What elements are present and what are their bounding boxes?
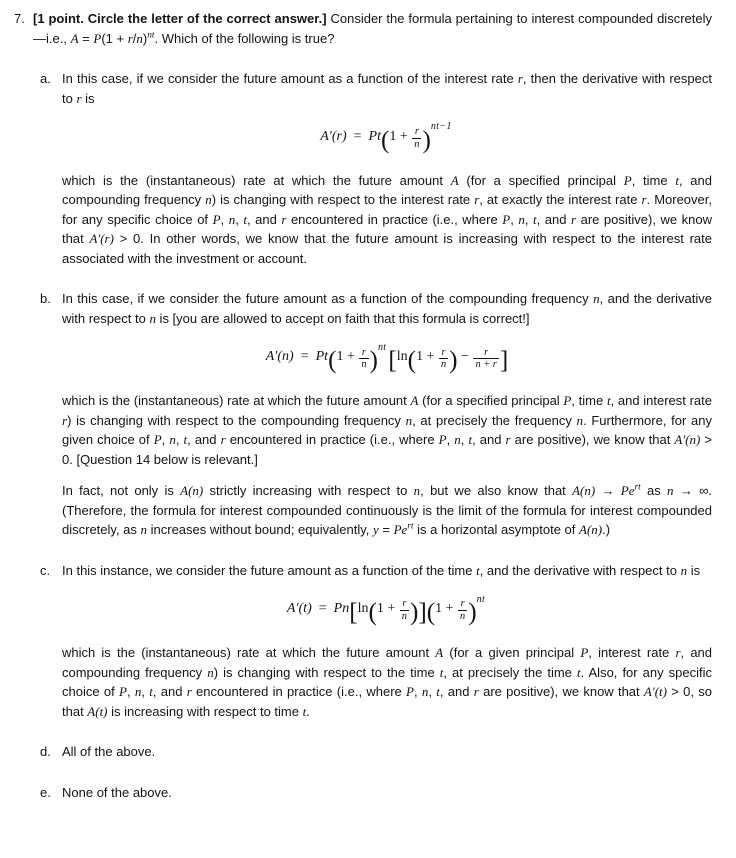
math-var: A′(t) [643,684,667,700]
option-a [40,69,712,268]
math-delimiter: ) [449,347,458,375]
fraction-numerator: r [402,598,407,610]
option-paragraph: In this case, if we consider the future amount as a function of the interest rate r, then the derivative with respect to r is [62,71,712,106]
option-content [62,783,712,803]
math-var: A′(r) [89,231,114,247]
math-fraction [458,598,467,623]
math-var: t [439,664,444,680]
math-var: n [421,684,429,700]
math-var: r [220,432,226,448]
math-fraction [439,347,448,372]
points-instruction: [1 point. Circle the letter of the correct answer.] [33,11,327,26]
math-token: A′(t) [286,601,312,617]
math-var: P [563,393,572,409]
math-token: 1 + [336,349,359,365]
math-delimiter: ( [380,127,390,155]
option-d [40,742,712,762]
math-var: A [410,393,419,409]
math-var: P [502,211,511,227]
math-var: rt [634,482,641,493]
math-token: = [293,349,316,365]
question-number: 7. [14,11,25,26]
math-fraction [400,598,409,623]
math-var: P [212,211,221,227]
math-var: t [533,211,537,227]
math-fraction [412,126,421,151]
option-paragraph: In this instance, we consider the future amount as a function of the time t, and the derivative with respect to n is [62,562,701,578]
fraction-numerator: r [460,598,465,610]
math-var: n [667,483,674,499]
option-paragraph: In fact, not only is A(n) strictly increasing with respect to n, but we also know that $A(n) \to Pe^{rt}$ as n → ∞. (Therefore, the formula for interest compounded continuously is the limit of the formula for interest compounded discretely, as n increases without bound; equivalently, $y = Pe^{rt}$ is a horizontal asymptote of A(n).) [62,482,712,538]
math-var: r [641,192,647,208]
math-var: r [517,71,523,86]
math-var: t [183,432,188,448]
math-token: A′(n) [265,349,294,365]
math-fraction [359,347,368,372]
option-paragraph: In this case, if we consider the future amount as a function of the compounding frequency n, and the derivative with respect to n is [you are allowed to accept on faith that this formula is correct!] [62,291,712,326]
math-var: n [149,310,156,326]
math-token: Pt [315,349,329,365]
option-letter: a. [40,71,51,86]
math-var: t [576,664,581,680]
math-var: y [372,522,379,538]
option-paragraph: None of the above. [62,784,172,800]
math-token: Pt [368,129,381,144]
option-b [40,289,712,539]
math-var: A(n) [579,522,603,538]
math-token: 1 + [376,601,399,617]
fraction-numerator: r [361,346,366,358]
option-paragraph: All of the above. [62,744,156,760]
math-var: P [118,684,127,700]
fraction-denominator: n [440,359,447,371]
display-formula [62,121,712,155]
math-var: P [623,172,632,188]
math-var: t [243,211,247,227]
fraction-numerator: r [441,346,446,358]
math-var: A(n) [180,483,204,499]
math-var: r [505,432,511,448]
options-list [14,69,712,802]
option-c [40,561,712,721]
math-var: A′(n) [674,432,701,448]
math-var: n [518,211,525,227]
math-var: t [468,432,473,448]
math-token: − [457,349,473,365]
fraction-denominator: n [460,611,466,623]
question-stem: Consider the formula pertaining to interest compounded discretely—i.e., $A = P(1 + r/n)^{nt}$. Which of the following is true? [33,11,712,46]
math-delimiter: [ [388,347,397,375]
math-var: Pe [620,483,635,499]
math-var: P [406,684,414,700]
math-var: n [207,664,214,680]
math-var: rt [407,521,414,532]
option-content [62,561,712,721]
math-fraction [473,347,498,372]
option-e [40,783,712,803]
math-var: n [136,30,143,46]
math-var: n [140,522,148,538]
math-var: r [62,412,68,428]
math-var: A [450,172,459,188]
math-var: n [680,562,688,578]
math-token: = [346,129,369,144]
option-paragraph: which is the (instantaneous) rate at which the future amount A (for a given principal P, interest rate r, and compounding frequency n) is changing with respect to the time t, at precisely the time t. Also, for any specific choice of P, n, t, and r encountered in practice (i.e., where P, n, t, and r are positive), we know that A′(t) > 0, so that A(t) is increasing with respect to time t. [62,645,713,719]
math-delimiter: ] [418,599,427,627]
option-content [62,742,712,762]
fraction-denominator: n [401,611,407,623]
display-formula [62,593,712,627]
math-var: P [438,432,447,448]
option-letter: b. [40,291,51,307]
math-superscript: nt−1 [430,121,452,133]
math-var: n [134,684,142,700]
math-var: Pe [393,522,408,538]
fraction-denominator: n + r [475,359,497,371]
math-token: ln [396,349,408,365]
math-var: n [454,432,461,448]
fraction-denominator: n [414,139,420,150]
option-paragraph: which is the (instantaneous) rate at which the future amount A (for a specified principal P, time t, and compounding frequency n) is changing with respect to the interest rate r, at exactly the interest rate r. Moreover, for any specific choice of P, n, t, and r encountered in practice (i.e., where P, n, t, and r are positive), we know that A′(r) > 0. In other words, we know that the future amount is increasing with respect to the interest rate associated with the investment or account. [62,172,713,266]
math-token: 1 + [435,601,458,617]
fraction-numerator: r [484,346,489,358]
math-var: n [593,291,600,307]
math-delimiter: ( [328,347,337,375]
fraction-numerator: r [414,126,419,138]
math-var: r [474,192,480,208]
display-formula [62,341,712,375]
math-var: t [149,684,153,700]
option-content [62,289,712,539]
math-delimiter: ) [369,347,378,375]
math-var: t [436,684,440,700]
option-letter: d. [40,744,51,760]
math-var: A [70,30,79,46]
math-delimiter: ) [468,599,477,627]
question-lead [14,9,712,48]
math-var: t [476,562,480,578]
math-delimiter: ) [422,127,431,155]
math-var: r [76,90,82,106]
math-var: P [153,432,162,448]
question-lead-text [33,9,712,48]
math-token: A′(r) [320,129,347,144]
math-delimiter: [ [349,599,358,627]
option-content [62,69,712,268]
math-delimiter: ( [407,347,417,375]
math-var: n [205,192,212,208]
math-var: r [186,684,192,700]
option-letter: e. [40,784,51,800]
math-delimiter: ) [409,599,419,627]
math-var: t [606,393,611,409]
math-var: n [576,412,584,428]
math-var: P [93,30,102,46]
math-token: ln [357,601,369,617]
math-var: P [580,645,589,661]
math-superscript: nt [476,593,486,605]
math-var: A(n) [572,483,596,499]
math-var: t [302,703,307,719]
math-delimiter: ( [368,599,377,627]
math-var: nt [147,30,155,41]
fraction-denominator: n [361,359,367,371]
math-token: 1 + [389,129,412,144]
math-delimiter: ( [426,599,436,627]
math-var: r [281,211,287,227]
math-superscript: nt [377,341,387,353]
math-delimiter: ] [499,347,509,375]
math-var: t [675,172,679,188]
math-var: n [405,412,413,428]
math-token: Pn [333,601,350,617]
math-var: r [127,30,133,46]
math-token: = [311,601,334,617]
math-var: r [675,645,681,661]
math-var: A [435,645,444,661]
math-var: r [571,211,577,227]
math-var: n [228,211,236,227]
math-var: A(t) [87,703,108,719]
math-token: 1 + [416,349,438,365]
math-var: n [413,483,421,499]
math-var: n [169,432,176,448]
math-var: r [473,684,479,700]
option-paragraph: which is the (instantaneous) rate at which the future amount A (for a specified principal P, time t, and interest rate r) is changing with respect to the compounding frequency n, at precisely the frequency n. Furthermore, for any given choice of P, n, t, and r encountered in practice (i.e., where P, n, t, and r are positive), we know that A′(n) > 0. [Question 14 below is relevant.] [62,393,713,467]
option-letter: c. [40,562,51,578]
